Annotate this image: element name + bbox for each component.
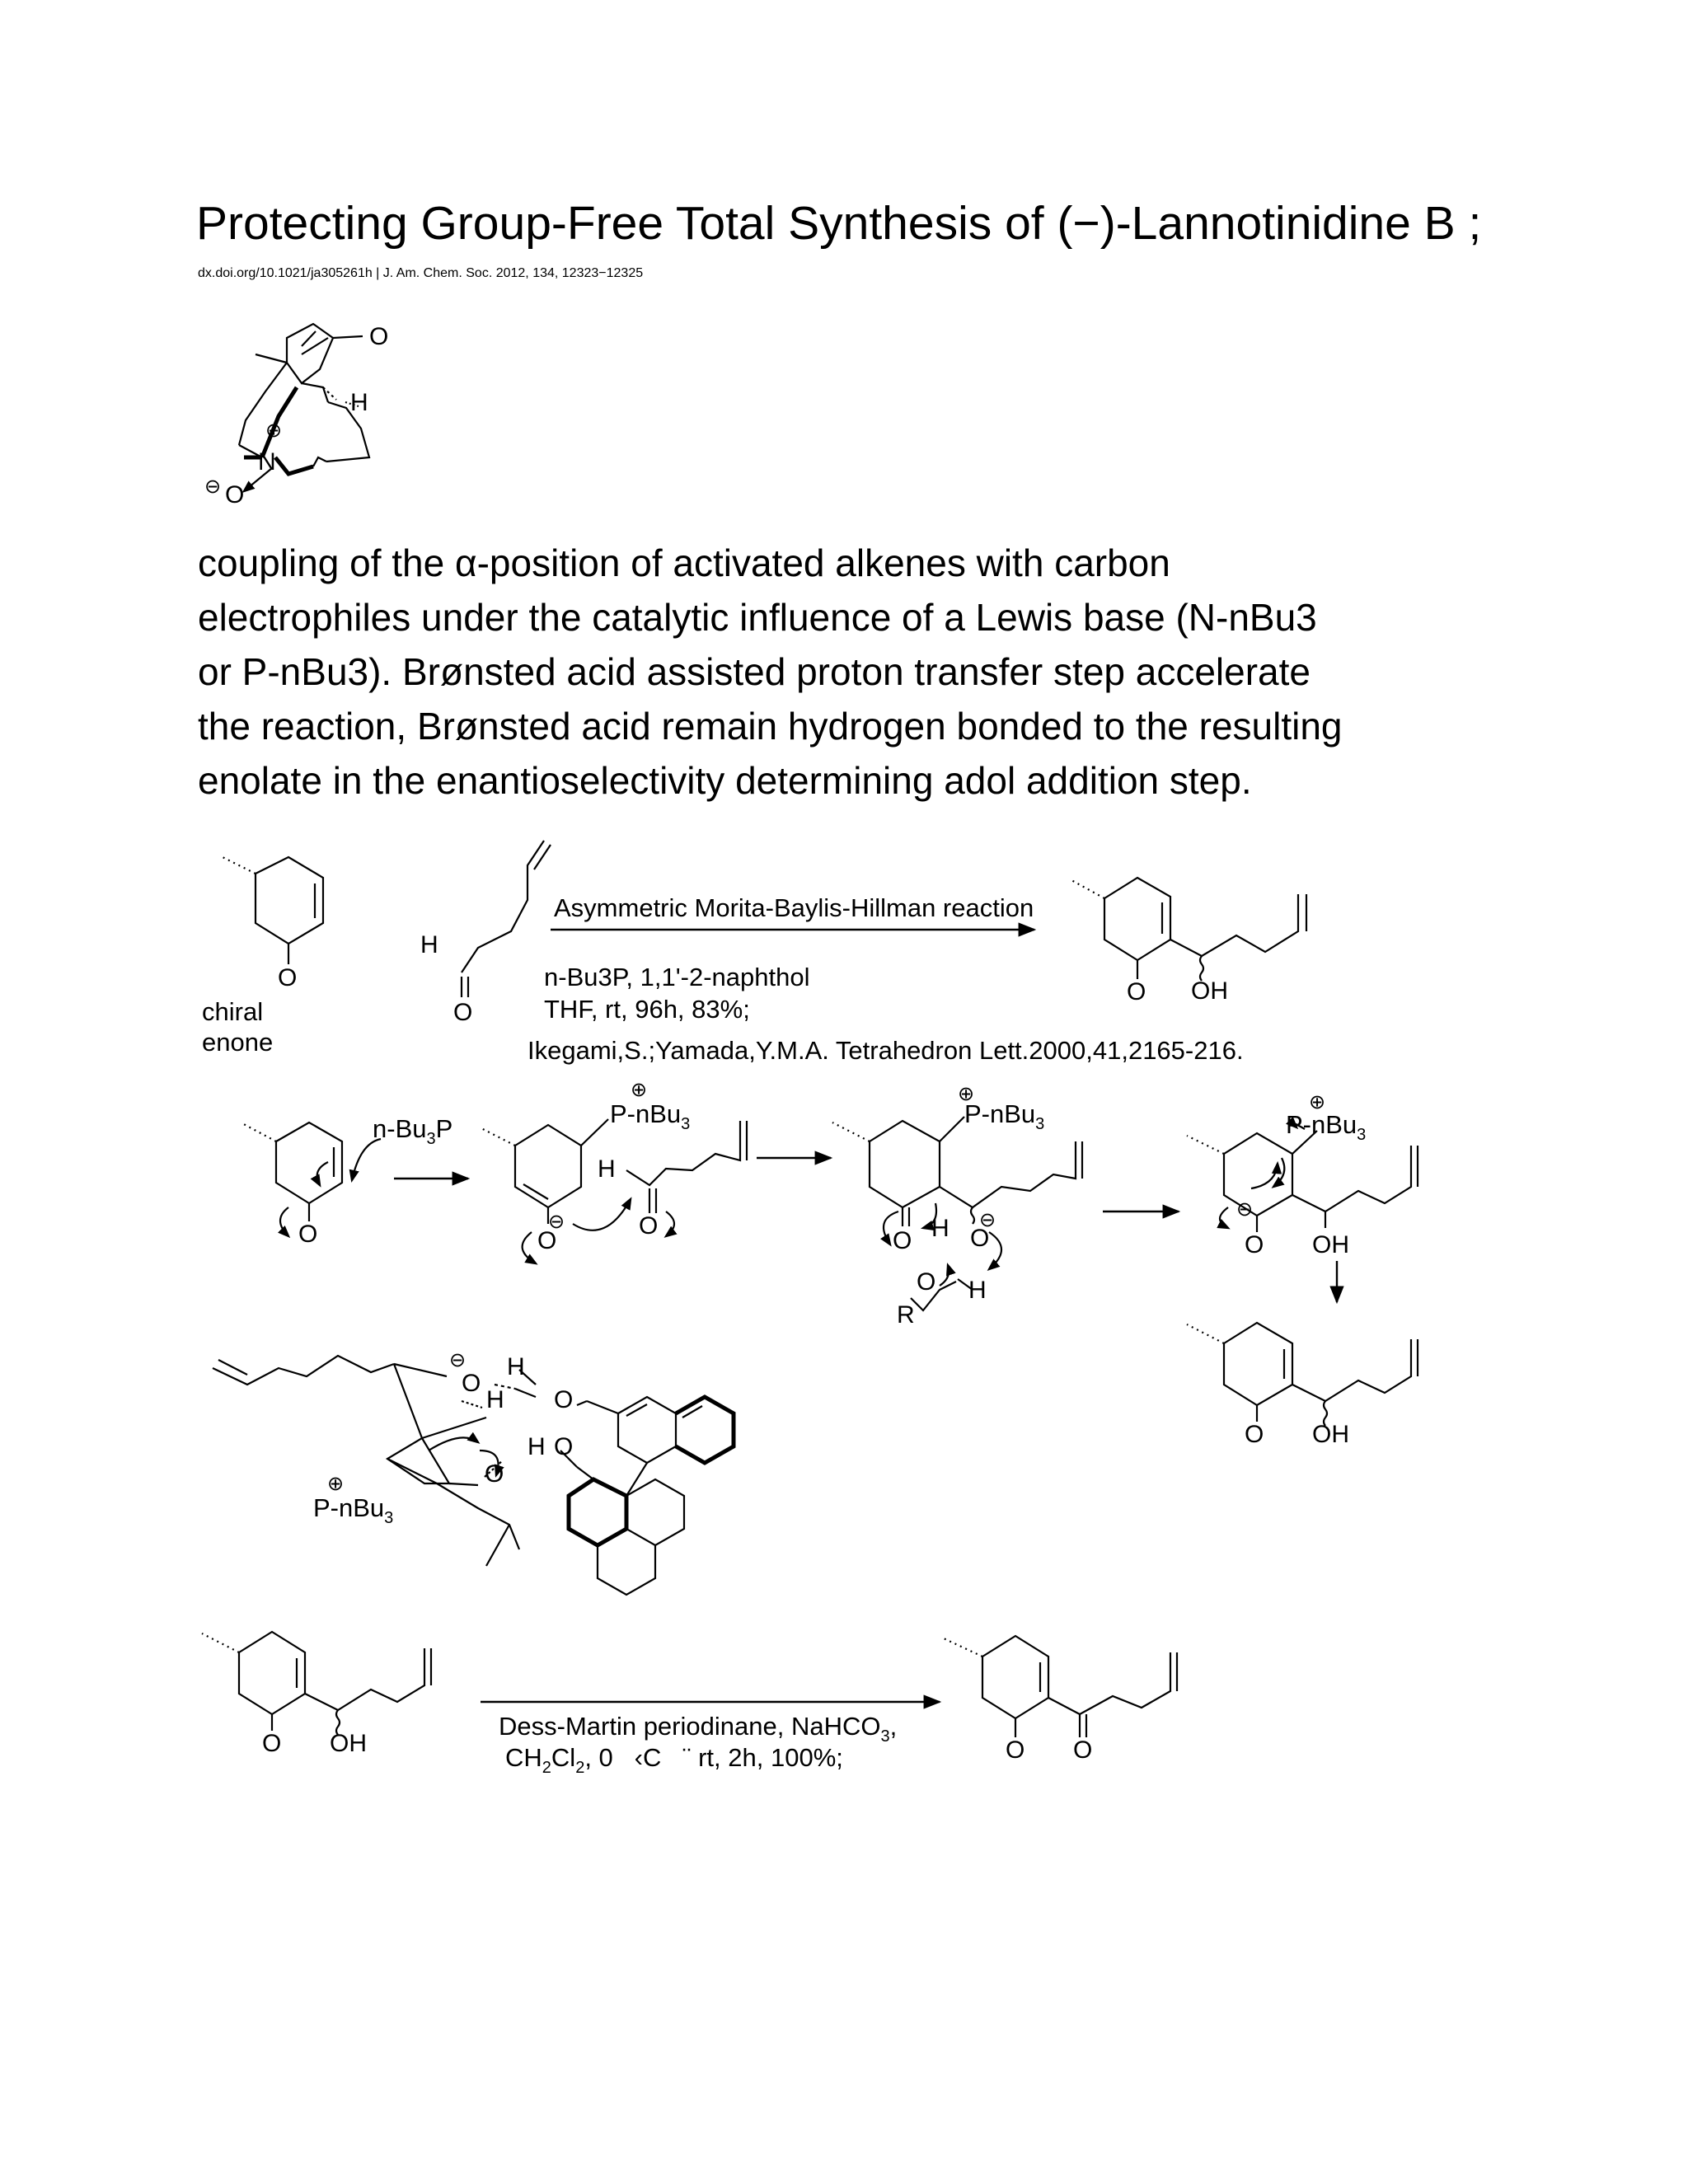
dmp-conditions-1: Dess-Martin periodinane, NaHCO$_3$, — [499, 1712, 898, 1746]
zwitterion-enolate — [480, 1119, 747, 1263]
atom-o: O — [893, 1227, 912, 1254]
diketone-product — [944, 1636, 1177, 1737]
plus-charge: ⊕ — [958, 1083, 975, 1105]
page-title: Protecting Group-Free Total Synthesis of (−)-Lannotinidine B ; — [196, 197, 1482, 250]
minus-charge: ⊖ — [979, 1209, 996, 1231]
pnbu3-group: P-nBu$_3$ — [1286, 1110, 1367, 1144]
mechanism-enone — [241, 1122, 381, 1236]
atom-o: O — [1245, 1231, 1264, 1258]
atom-o: O — [1073, 1736, 1093, 1764]
chiral-enone — [223, 857, 323, 964]
atom-o: O — [1127, 978, 1146, 1005]
atom-o: O — [917, 1268, 936, 1296]
enone-label: enone — [202, 1028, 274, 1057]
atom-o: O — [970, 1225, 990, 1252]
atom-o: O — [639, 1212, 659, 1240]
plus-charge: ⊕ — [265, 419, 283, 442]
atom-h: H — [528, 1433, 546, 1460]
aldol-adduct — [832, 1117, 1082, 1310]
atom-oh: OH — [1312, 1231, 1349, 1258]
atom-h: H — [420, 931, 438, 958]
chiral-label: chiral — [202, 997, 264, 1026]
minus-charge: ⊖ — [548, 1211, 565, 1233]
oxidation-substrate — [202, 1632, 431, 1735]
atom-o: O — [369, 323, 389, 350]
mechanism-description — [198, 536, 1484, 808]
atom-h: H — [507, 1353, 525, 1380]
atom-o: O — [1006, 1736, 1025, 1764]
plus-charge: ⊕ — [1309, 1091, 1326, 1113]
atom-o: O — [462, 1370, 481, 1397]
atom-o: O — [485, 1460, 504, 1488]
atom-o: O — [298, 1221, 318, 1248]
atom-h: H — [968, 1277, 987, 1304]
elimination-intermediate — [1187, 1123, 1418, 1232]
atom-o: O — [225, 481, 245, 509]
atom-o: O — [1245, 1421, 1264, 1448]
atom-n: N — [258, 448, 276, 476]
mbh-conditions-2: THF, rt, 96h, 83%; — [544, 995, 750, 1024]
atom-h: H — [486, 1386, 504, 1413]
minus-charge: ⊖ — [449, 1349, 467, 1371]
atom-o: O — [554, 1386, 574, 1413]
atom-o: O — [262, 1730, 282, 1757]
atom-h: H — [931, 1215, 950, 1242]
mbh-conditions-1: n-Bu3P, 1,1'-2-naphthol — [544, 963, 810, 991]
atom-oh: OH — [1312, 1421, 1349, 1448]
citation: dx.doi.org/10.1021/ja305261h | J. Am. Chem. Soc. 2012, 134, 12323−12325 — [198, 266, 644, 280]
paragraph-line: or P-nBu3). Brønsted acid assisted proton transfer step accelerate — [198, 650, 1311, 693]
pnbu3-group: P-nBu$_3$ — [610, 1099, 691, 1133]
minus-charge: ⊖ — [204, 476, 222, 498]
atom-h: H — [598, 1155, 616, 1183]
atom-o: O — [278, 964, 298, 991]
atom-o: O — [453, 999, 473, 1026]
atom-oh: OH — [330, 1730, 367, 1757]
paragraph-line: enolate in the enantioselectivity determining adol addition step. — [198, 759, 1252, 802]
pentenal — [462, 841, 551, 997]
atom-oh: OH — [1191, 977, 1228, 1005]
dmp-conditions-2: $CH_2Cl_2$, 0 ‹C ¨ rt, 2h, 100%; — [505, 1743, 843, 1777]
minus-charge: ⊖ — [1236, 1198, 1254, 1221]
paragraph-line: electrophiles under the catalytic influence of a Lewis base (N-nBu3 — [198, 596, 1317, 639]
pnbu3-group: P-nBu$_3$ — [313, 1493, 394, 1527]
pnbu3-group: P-nBu$_3$ — [964, 1099, 1045, 1133]
atom-o: O — [537, 1227, 557, 1254]
plus-charge: ⊕ — [631, 1079, 648, 1101]
nbu3p-reagent: $n-Bu_3P$ — [373, 1114, 453, 1148]
atom-h: H — [350, 389, 368, 416]
paragraph-line: coupling of the α-position of activated alkenes with carbon — [198, 541, 1170, 584]
mbh-product — [1071, 878, 1306, 981]
atom-o: O — [554, 1433, 574, 1460]
mbh-reference: Ikegami,S.;Yamada,Y.M.A. Tetrahedron Lett.2000,41,2165-216. — [528, 1036, 1244, 1065]
mbh-reaction-title: Asymmetric Morita-Baylis-Hillman reaction — [554, 893, 1034, 922]
plus-charge: ⊕ — [327, 1473, 345, 1495]
mechanism-product — [1187, 1323, 1418, 1426]
paragraph-line: the reaction, Brønsted acid remain hydrogen bonded to the resulting — [198, 705, 1343, 748]
atom-r: R — [897, 1301, 915, 1329]
